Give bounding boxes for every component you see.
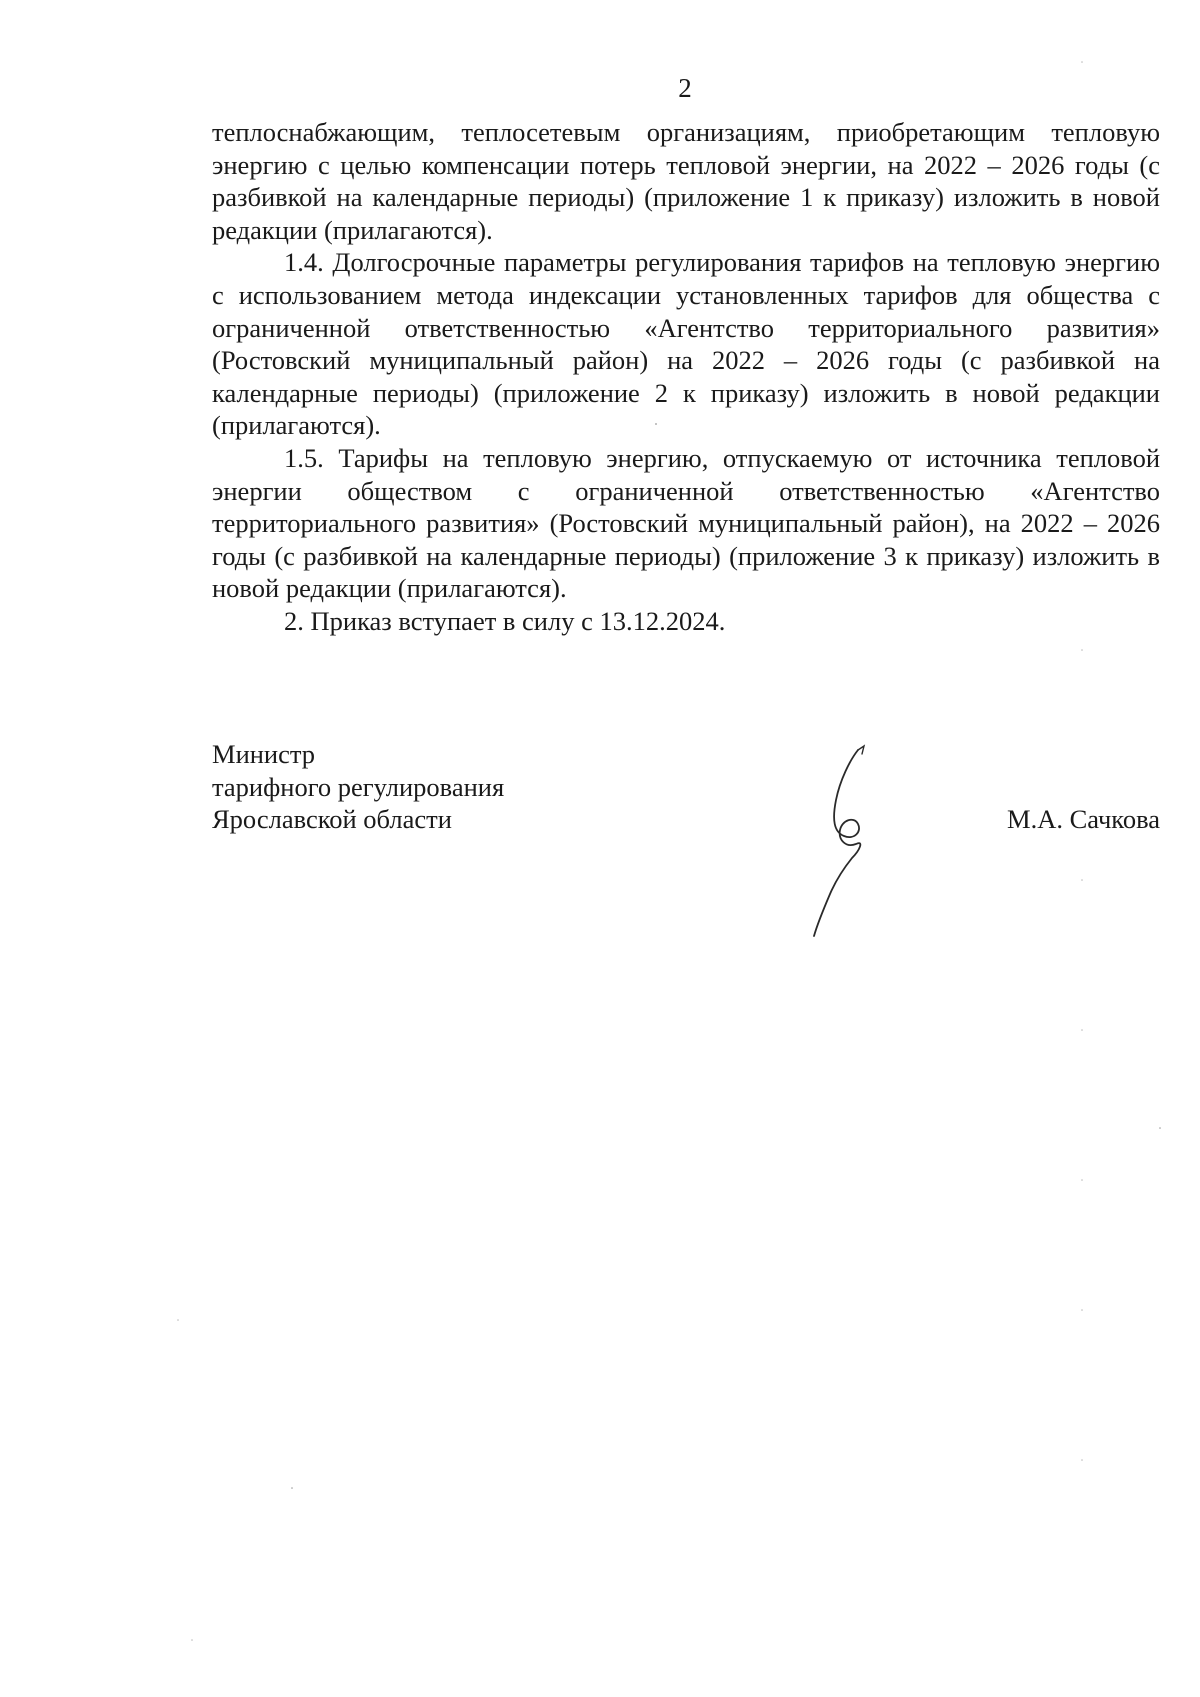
paragraph-continuation: теплоснабжающим, теплосетевым организациям, приобретающим тепловую энергию с целью компенсации потерь тепловой энергии, на 2022 – 2026 годы (с разбивкой на календарные периоды) (приложение 1 к приказу) изложить в новой редакции (прилагаются).	[212, 117, 1160, 245]
signer-title-line: Министр	[212, 739, 316, 769]
paragraph-1-5: 1.5. Тарифы на тепловую энергию, отпускаемую от источника тепловой энергии обществом с ограниченной ответственностью «Агентство территориального развития» (Ростовский муниципальный район), на 2022 – 2026 годы (с разбивкой на календарные периоды) (приложение 3 к приказу) изложить в новой редакции (прилагаются).	[212, 442, 1160, 604]
signer-title-line: тарифного регулирования	[212, 771, 505, 802]
signer-title-line: Ярославской области	[212, 804, 452, 835]
paragraph-2: 2. Приказ вступает в силу с 13.12.2024.	[284, 605, 726, 636]
signer-name: М.А. Сачкова	[1007, 804, 1160, 834]
signature-flourish	[858, 746, 864, 754]
handwritten-signature	[800, 740, 910, 940]
signer-title-block	[212, 738, 504, 836]
signature-stroke	[814, 750, 860, 936]
page-number: 2	[678, 73, 692, 103]
paragraph-1-4: 1.4. Долгосрочные параметры регулирования тарифов на тепловую энергию с использованием метода индексации установленных тарифов для общества с ограниченной ответственностью «Агентство территориального развития» (Ростовский муниципальный район) на 2022 – 2026 годы (с разбивкой на календарные периоды) (приложение 2 к приказу) изложить в новой редакции (прилагаются).	[212, 247, 1160, 441]
document-body	[212, 116, 1160, 638]
